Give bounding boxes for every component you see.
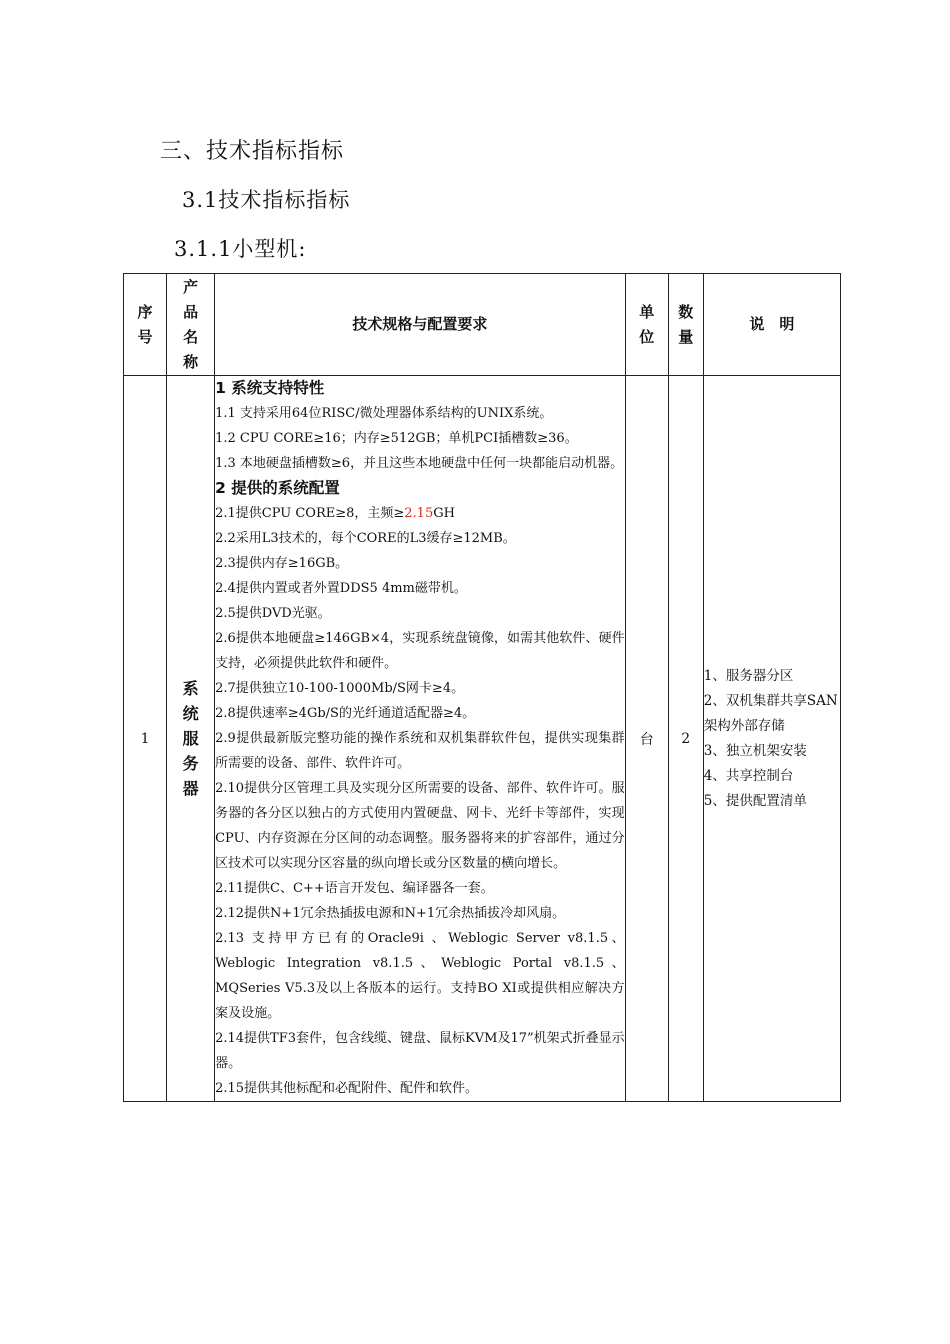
note-item: 1、服务器分区 <box>703 667 794 684</box>
spec-table <box>123 273 841 1102</box>
section-heading: 三、技术指标指标 <box>160 139 345 164</box>
spec-item: 2.4提供内置或者外置DDS5 4mm磁带机。 <box>215 581 467 596</box>
spec-item: 1.1 支持采用64位RISC/微处理器体系结构的UNIX系统。 <box>215 406 553 421</box>
spec-item: 2.6提供本地硬盘≥146GB×4，实现系统盘镜像，如需其他软件、硬件支持，必须提供此软件和硬件。 <box>215 631 625 671</box>
spec-section-2-title: 2 提供的系统配置 <box>215 479 340 497</box>
subsection-heading: 3.1技术指标指标 <box>182 188 351 212</box>
spec-item: 2.7提供独立10-100-1000Mb/S网卡≥4。 <box>215 681 465 696</box>
row-product-name: 系 统 服 务 器 <box>167 376 215 1102</box>
spec-item: 2.14提供TF3套件，包含线缆、键盘、鼠标KVM及17”机架式折叠显示器。 <box>215 1031 625 1071</box>
header-note: 说 明 <box>703 274 840 376</box>
row-unit: 台 <box>625 376 668 1102</box>
spec-item: 1.2 CPU CORE≥16；内存≥512GB；单机PCI插槽数≥36。 <box>215 431 578 446</box>
spec-item: 2.12提供N+1冗余热插拔电源和N+1冗余热插拔冷却风扇。 <box>215 906 566 921</box>
header-no: 序 号 <box>124 274 167 376</box>
spec-section-1-title: 1 系统支持特性 <box>215 379 325 397</box>
spec-item: 2.5提供DVD光驱。 <box>215 606 331 621</box>
header-spec: 技术规格与配置要求 <box>215 274 626 376</box>
header-product-name: 产 品 名 称 <box>167 274 215 376</box>
spec-item: 2.3提供内存≥16GB。 <box>215 556 349 571</box>
row-spec <box>215 376 626 1102</box>
spec-item: 2.2采用L3技术的，每个CORE的L3缓存≥12MB。 <box>215 531 516 546</box>
spec-item: 2.9提供最新版完整功能的操作系统和双机集群软件包，提供实现集群所需要的设备、部件、软件许可。 <box>215 731 625 771</box>
spec-item: 2.8提供速率≥4Gb/S的光纤通道适配器≥4。 <box>215 706 476 721</box>
spec-item: 2.13 支持甲方已有的Oracle9i 、Weblogic Server v8.1.5、Weblogic Integration v8.1.5、Weblogic Portal v8.1.5、MQSeries V5.3及以上各版本的运行。支持BO XI或提供相应解决方案及设施。 <box>215 931 625 1021</box>
note-item: 2、双机集群共享SAN架构外部存储 <box>703 692 838 734</box>
header-qty: 数 量 <box>668 274 703 376</box>
spec-item: 2.11提供C、C++语言开发包、编译器各一套。 <box>215 881 494 896</box>
table-header-row <box>124 274 841 376</box>
spec-item: 2.10提供分区管理工具及实现分区所需要的设备、部件、软件许可。服务器的各分区以独占的方式使用内置硬盘、网卡、光纤卡等部件，实现CPU、内存资源在分区间的动态调整。服务器将来的扩容部件，通过分区技术可以实现分区容量的纵向增长或分区数量的横向增长。 <box>215 781 625 871</box>
note-item: 4、共享控制台 <box>703 767 794 784</box>
subsubsection-heading: 3.1.1小型机: <box>174 237 307 261</box>
note-item: 5、提供配置清单 <box>703 792 807 809</box>
row-no: 1 <box>124 376 167 1102</box>
spec-item: 2.1提供CPU CORE≥8，主频≥2.15GH <box>215 506 455 521</box>
spec-item: 2.15提供其他标配和必配附件、配件和软件。 <box>215 1081 479 1096</box>
row-note <box>703 376 840 1102</box>
row-qty: 2 <box>668 376 703 1102</box>
spec-item: 1.3 本地硬盘插槽数≥6，并且这些本地硬盘中任何一块都能启动机器。 <box>215 456 624 471</box>
note-item: 3、独立机架安装 <box>703 742 807 759</box>
header-unit: 单 位 <box>625 274 668 376</box>
highlighted-frequency: 2.15 <box>404 506 434 521</box>
table-row <box>124 376 841 1102</box>
